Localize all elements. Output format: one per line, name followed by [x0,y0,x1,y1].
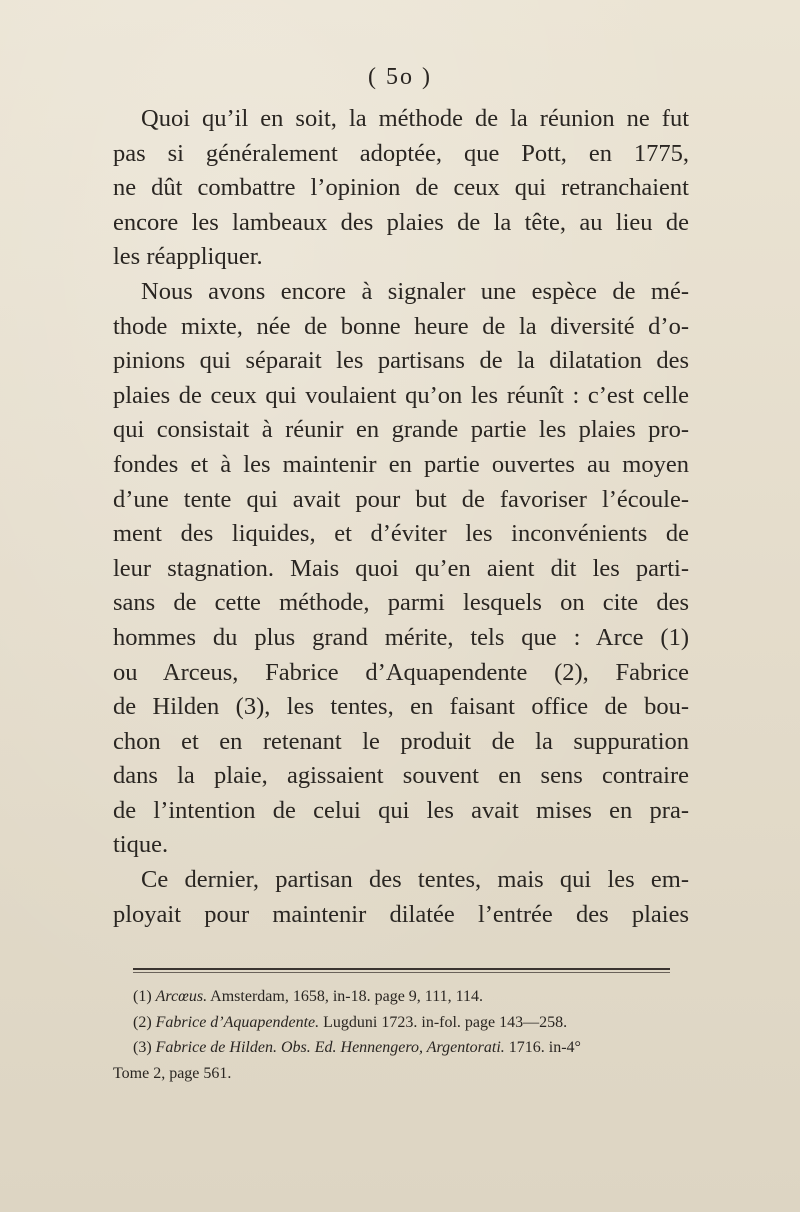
text-line: thode mixte, née de bonne heure de la diversité d’o- [113,312,689,340]
text-line: d’une tente qui avait pour but de favoriser l’écoule- [113,485,689,513]
footnote-marker: (3) [133,1039,152,1056]
text-line: ne dût combattre l’opinion de ceux qui retranchaient [113,174,689,202]
text-line: ment des liquides, et d’éviter les inconvénients de [113,520,689,548]
text-line: les réappliquer. [113,243,263,271]
footnote-text: 1716. in-4° [504,1039,581,1056]
footnote-text: Tome 2, page 561. [113,1064,232,1082]
text-line: sans de cette méthode, parmi lesquels on cite des [113,589,689,617]
footnote-text: Amsterdam, 1658, in-18. page 9, 111, 114. [207,988,484,1005]
text-line: de Hilden (3), les tentes, en faisant office de bou- [113,693,689,721]
text-line: fondes et à les maintenir en partie ouvertes au moyen [113,450,689,478]
text-line: plaies de ceux qui voulaient qu’on les réunît : c’est celle [113,381,689,409]
footnotes [113,984,703,1086]
footnote-continuation [113,1061,703,1087]
text-line: Ce dernier, partisan des tentes, mais qui les em- [141,866,689,894]
text-line: Quoi qu’il en soit, la méthode de la réunion ne fut [141,105,689,132]
text-line: de l’intention de celui qui les avait mises en pra- [113,796,689,824]
text-line: ployait pour maintenir dilatée l’entrée des plaies [113,900,689,928]
footnote-marker: (1) [133,988,152,1005]
text-line: encore les lambeaux des plaies de la tête, au lieu de [113,208,689,236]
text-line: chon et en retenant le produit de la suppuration [113,727,689,755]
footnote-author: Arcœus. [155,988,208,1005]
text-line: Nous avons encore à signaler une espèce de mé- [141,277,689,305]
footnote-author: Fabrice de Hilden. Obs. Ed. Hennengero, Argentorati. [155,1039,505,1056]
text-line: tique. [113,831,169,859]
page-number: ( 5o ) [368,64,432,90]
text-line: hommes du plus grand mérite, tels que : Arce (1) [113,623,689,651]
body-text [113,102,689,932]
footnote-author: Fabrice d’Aquapendente. [155,1013,320,1031]
footnote-marker: (2) [133,1013,152,1031]
footnote-text: Lugduni 1723. in-fol. page 143—258. [319,1013,568,1031]
footnote-divider [133,968,670,970]
text-line: dans la plaie, agissaient souvent en sens contraire [113,762,689,790]
text-line: qui consistait à réunir en grande partie les plaies pro- [113,416,689,444]
text-line: ou Arceus, Fabrice d’Aquapendente (2), Fabrice [113,658,689,686]
text-line: leur stagnation. Mais quoi qu’en aient dit les parti- [113,554,689,582]
footnote [113,984,703,1010]
text-line: pas si généralement adoptée, que Pott, en 1775, [113,139,689,167]
footnote [113,1035,703,1061]
text-line: pinions qui séparait les partisans de la dilatation des [113,347,689,375]
footnote [113,1010,703,1036]
